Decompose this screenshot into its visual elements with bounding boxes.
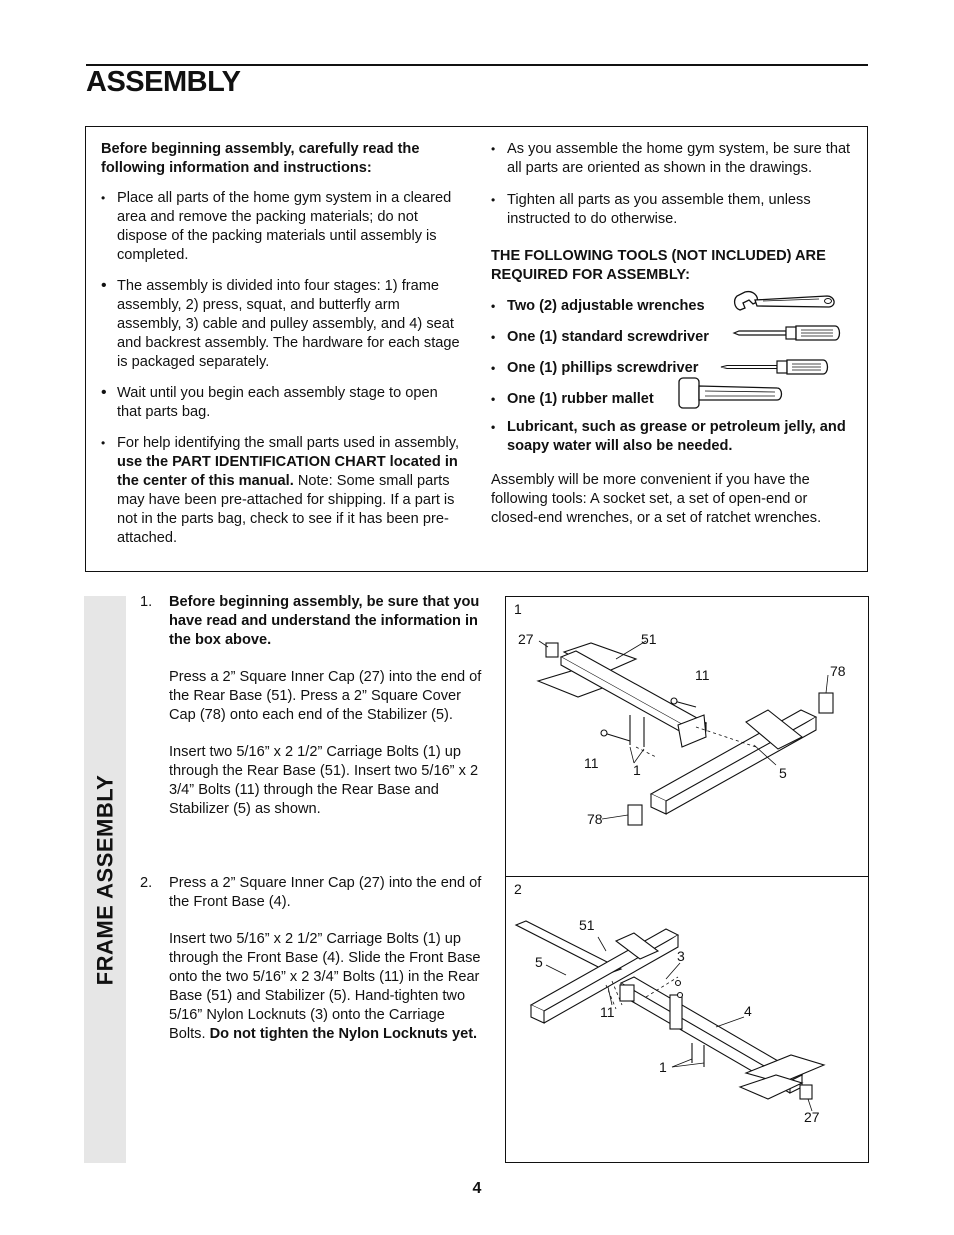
step-1-warning: Before beginning assembly, be sure that you have read and understand the information in the box above. [169, 594, 480, 648]
bullet-orient: • As you assemble the home gym system, be sure that all parts are oriented as shown in the drawings. [491, 140, 856, 178]
rubber-mallet-icon [677, 376, 787, 410]
step-1-bolts: Insert two 5/16” x 2 1/2” Carriage Bolts (1) up through the Rear Base (51). Insert two 5/16” x 2 3/4” Bolts (11) through the Rear Base and Stabilizer (5) as shown. [169, 744, 479, 817]
bullet-4 [101, 434, 466, 548]
callout-label: 11 [584, 755, 599, 771]
callout-label: 1 [633, 762, 641, 778]
step-number: 2. [140, 875, 153, 891]
bullet-1: • Place all parts of the home gym system in a cleared area and remove the packing materials; do not dispose of the packing materials until assembly is completed. [101, 189, 466, 265]
figure-number: 2 [514, 881, 522, 897]
callout-label: 27 [804, 1109, 820, 1125]
section-title: FRAME ASSEMBLY [92, 774, 118, 985]
step-2-warning: Do not tighten the Nylon Locknuts yet. [209, 1026, 478, 1042]
bullet-4-note: Note: Some small parts may have been pre-attached for shipping. If a part is not in the parts bag, check to see if it has been pre-attached. [117, 473, 455, 546]
bullet-3: • Wait until you begin each assembly stage to open that parts bag. [101, 384, 466, 422]
convenient-note: Assembly will be more convenient if you have the following tools: A socket set, a set of open-end or closed-end wrenches, or a set of ratchet wrenches. [491, 472, 822, 526]
tool-item-phillips-screwdriver [491, 359, 856, 390]
step-2-cap: Press a 2” Square Inner Cap (27) into the end of the Front Base (4). [169, 875, 482, 910]
tools-heading: THE FOLLOWING TOOLS (NOT INCLUDED) ARE REQUIRED FOR ASSEMBLY: [491, 248, 826, 283]
left-column [101, 140, 466, 548]
callout-label: 78 [830, 663, 846, 679]
figure-1-drawing [506, 597, 868, 876]
callout-label: 5 [535, 954, 543, 970]
standard-screwdriver-icon [731, 322, 843, 344]
page-number: 4 [472, 1180, 482, 1197]
callout-label: 27 [518, 631, 534, 647]
figure-2 [505, 876, 869, 1163]
callout-label: 11 [695, 667, 710, 683]
step-2 [140, 874, 485, 1062]
step-number: 1. [140, 594, 153, 610]
page-title: ASSEMBLY [86, 66, 241, 98]
callout-label: 11 [600, 1004, 615, 1020]
bullet-2: • The assembly is divided into four stages: 1) frame assembly, 2) press, squat, and butterfly arm assembly, 3) cable and pulley assembly, and 4) seat and backrest assembly. The hardware for each stage is packaged separately. [101, 277, 466, 372]
lubricant-note: • Lubricant, such as grease or petroleum jelly, and soapy water will also be needed. [491, 418, 856, 456]
bullet-tighten: • Tighten all parts as you assemble them, unless instructed to do otherwise. [491, 191, 856, 229]
callout-label: 3 [677, 948, 685, 964]
figure-1 [505, 596, 869, 877]
right-column [491, 140, 856, 528]
intro-text: Before beginning assembly, carefully read the following information and instructions: [101, 141, 420, 176]
tool-label: • One (1) phillips screwdriver [491, 359, 856, 378]
step-1 [140, 593, 485, 837]
tools-list [491, 297, 856, 421]
step-2-bolts [169, 930, 485, 1044]
callout-label: 1 [659, 1059, 667, 1075]
bullet-4-bold: use the PART IDENTIFICATION CHART located in the center of this manual. [117, 454, 458, 489]
adjustable-wrench-icon [731, 288, 841, 318]
tool-label: • One (1) rubber mallet [491, 390, 856, 409]
section-sidebar-label [84, 596, 126, 1163]
tool-label: • One (1) standard screwdriver [491, 328, 856, 347]
phillips-screwdriver-icon [719, 355, 831, 377]
tool-item-rubber-mallet [491, 390, 856, 421]
callout-label: 4 [744, 1003, 752, 1019]
instructions-box [85, 126, 868, 572]
callout-label: 78 [587, 811, 603, 827]
tool-label: • Two (2) adjustable wrenches [491, 297, 856, 316]
bullet-4-text: For help identifying the small parts used in assembly, [117, 435, 460, 451]
step-2-text: Insert two 5/16” x 2 1/2” Carriage Bolts (1) up through the Front Base (4). Slide the Front Base onto the two 5/16” x 2 3/4” Bolts (11) in the Rear Base (51) and Stabilizer (5). Hand-tighten two 5/16” Nylon Locknuts (3) onto the Carriage Bolts. [169, 931, 481, 1042]
figure-number: 1 [514, 601, 522, 617]
callout-label: 5 [779, 765, 787, 781]
callout-label: 51 [579, 917, 595, 933]
callout-label: 51 [641, 631, 657, 647]
step-1-caps: Press a 2” Square Inner Cap (27) into the end of the Rear Base (51). Press a 2” Square Cover Cap (78) onto each end of the Stabilizer (5). [169, 669, 482, 723]
